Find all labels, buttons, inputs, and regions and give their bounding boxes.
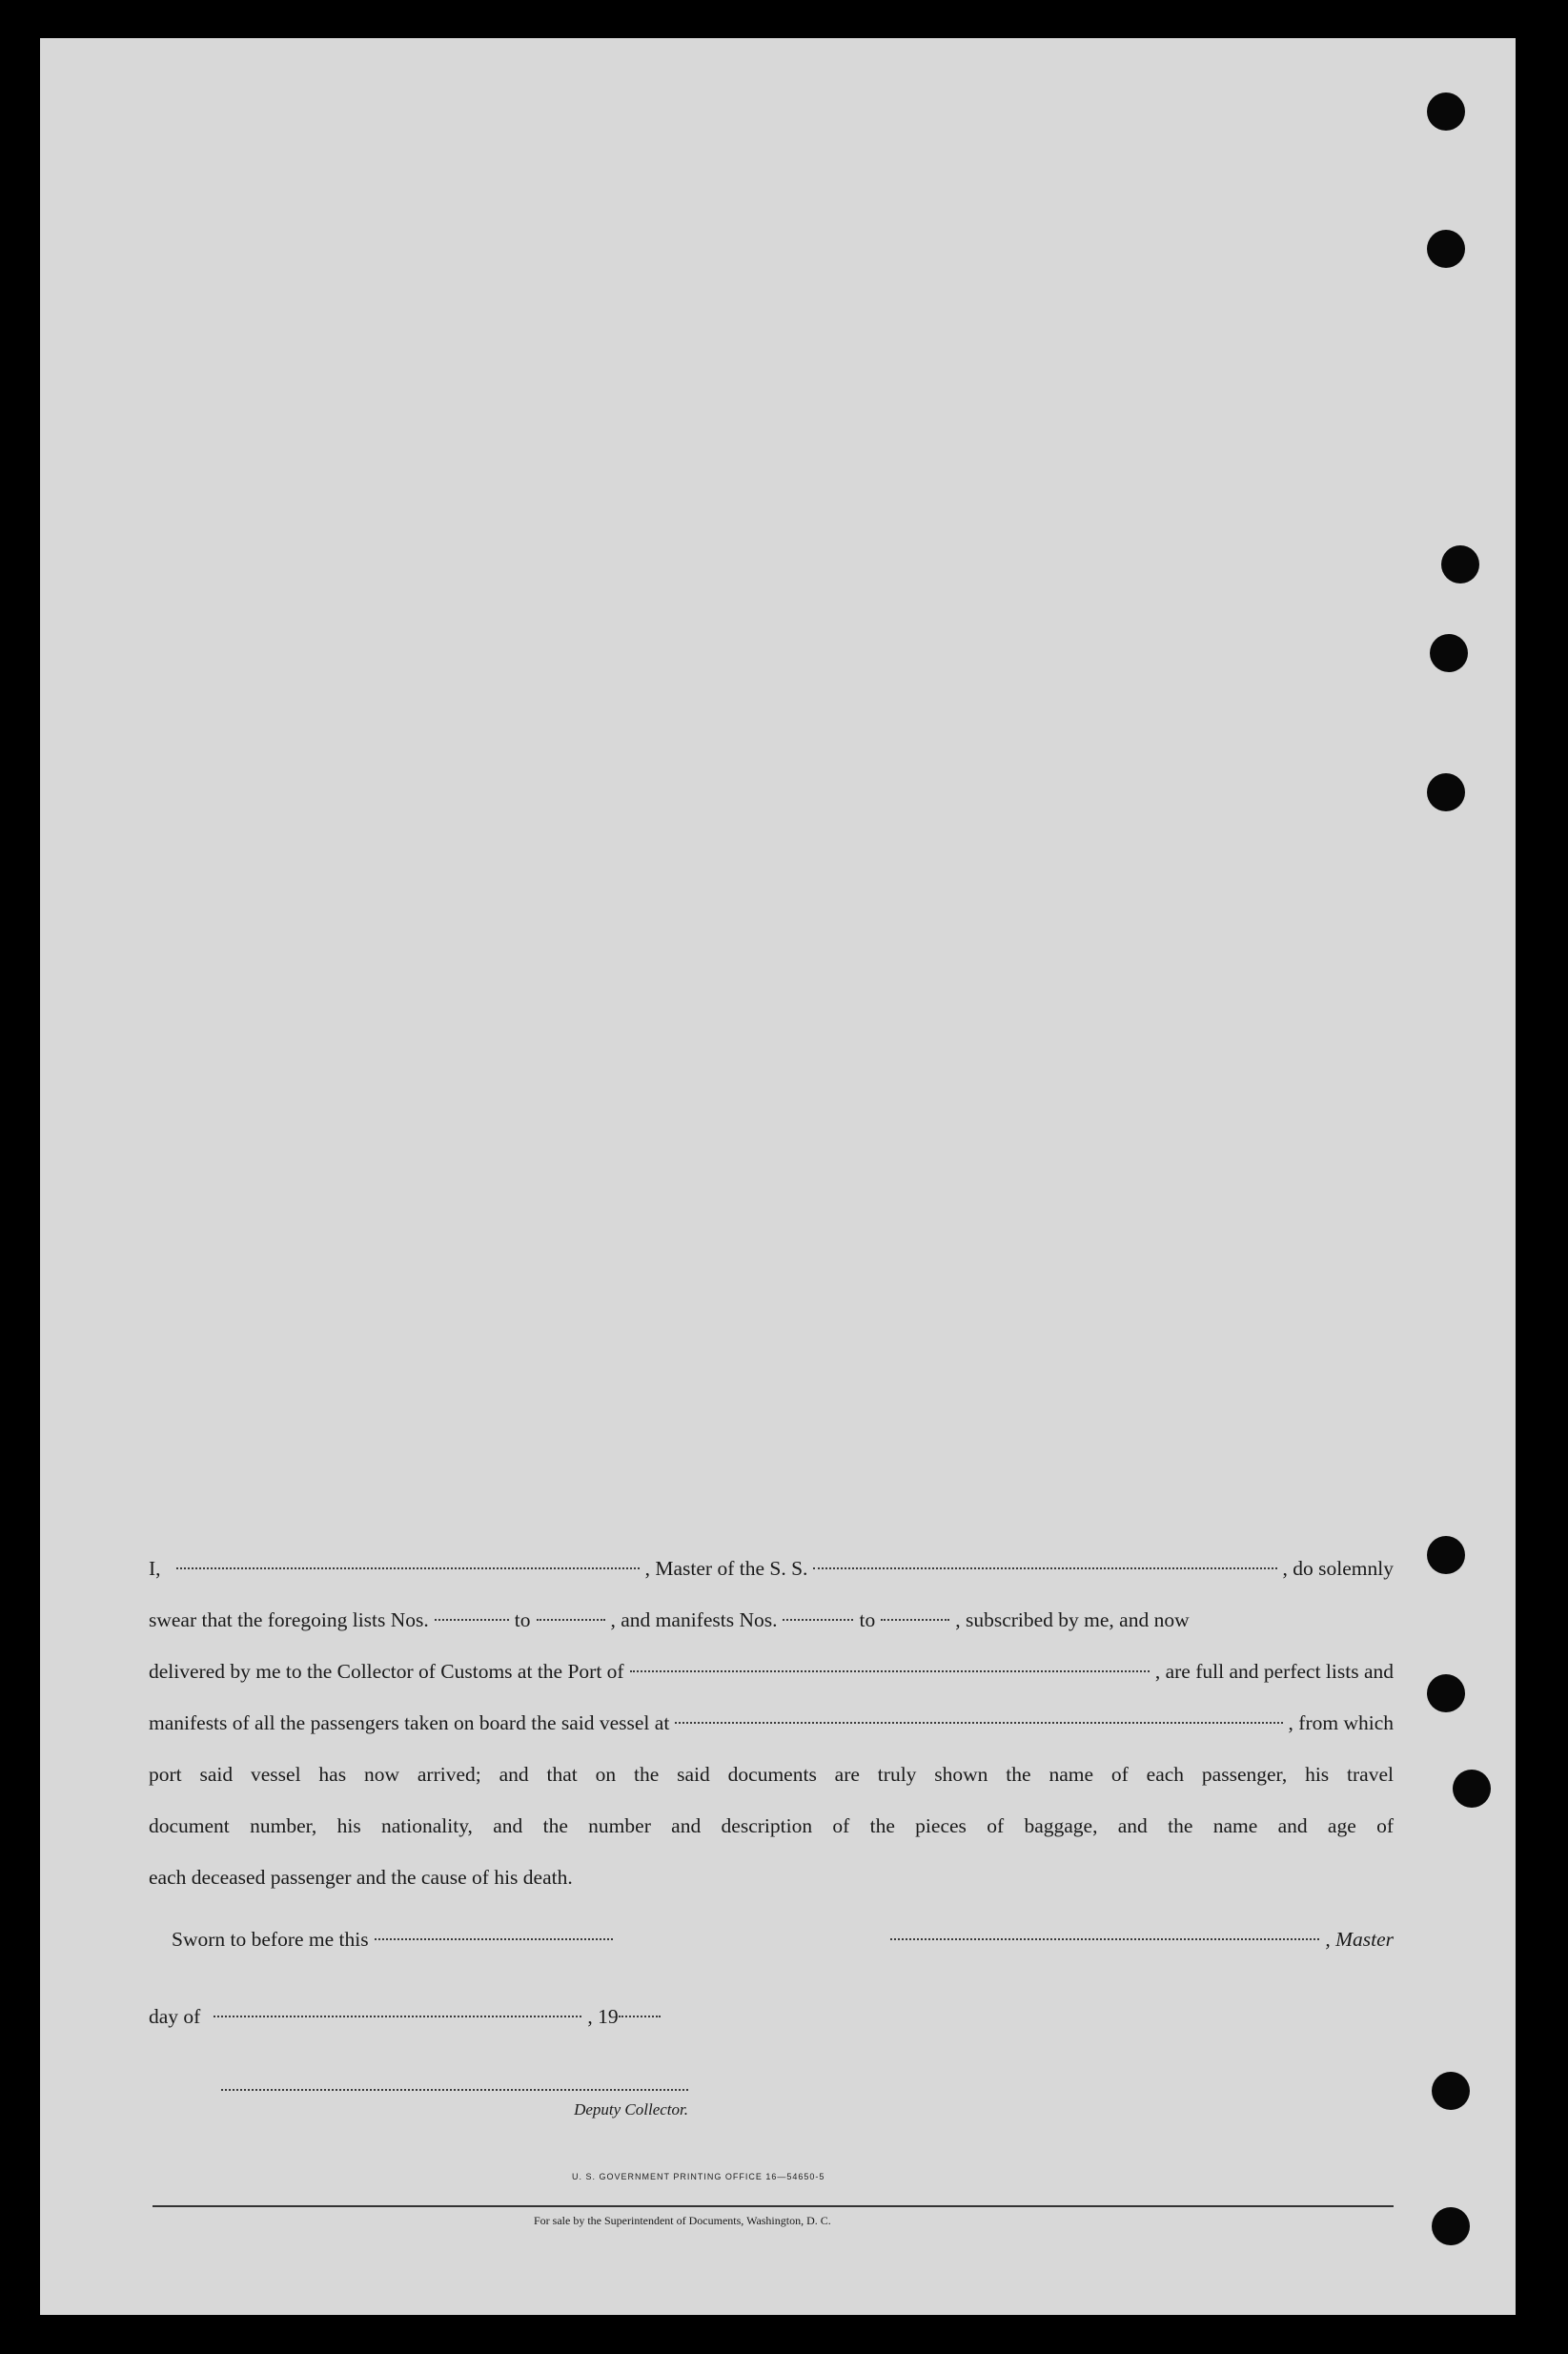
punch-hole xyxy=(1427,230,1465,268)
lists-nos-label: swear that the foregoing lists Nos. xyxy=(149,1608,429,1631)
punch-hole xyxy=(1432,2207,1470,2245)
sale-notice: For sale by the Superintendent of Documents, Washington, D. C. xyxy=(534,2214,831,2227)
deputy-collector-label: Deputy Collector. xyxy=(574,2100,688,2119)
year-label: , 19 xyxy=(587,2005,619,2028)
full-perfect-label: , are full and perfect lists and xyxy=(1154,1660,1394,1683)
sworn-line xyxy=(149,1928,1394,1952)
deputy-signature-field[interactable] xyxy=(221,2088,688,2091)
master-signature-field[interactable] xyxy=(890,1937,1319,1940)
oath-line-2 xyxy=(149,1594,1394,1646)
oath-line-7: each deceased passenger and the cause of his death. xyxy=(149,1866,573,1889)
punch-hole xyxy=(1432,2072,1470,2110)
master-oath xyxy=(149,1543,1394,1903)
from-which-label: , from which xyxy=(1288,1711,1394,1734)
departure-port-field[interactable] xyxy=(675,1721,1282,1724)
day-of-line xyxy=(149,2005,1394,2029)
oath-line-5: port said vessel has now arrived; and that on the said documents are truly shown the name of each passenger, his travel xyxy=(149,1763,1394,1786)
punch-hole xyxy=(1453,1770,1491,1808)
oath-line-4 xyxy=(149,1697,1394,1749)
punch-hole xyxy=(1427,1536,1465,1574)
lists-from-field[interactable] xyxy=(435,1618,509,1621)
lists-to-field[interactable] xyxy=(537,1618,605,1621)
lists-to-label: to xyxy=(514,1608,531,1631)
oath-line-6: document number, his nationality, and the number and description of the pieces of baggage, and the name and age of xyxy=(149,1814,1394,1837)
deputy-collector-block xyxy=(221,2088,688,2119)
master-signature-label: , Master xyxy=(1325,1928,1394,1951)
sworn-section xyxy=(149,1928,1394,2029)
do-solemnly-label: , do solemnly xyxy=(1282,1557,1394,1580)
oath-i: I, xyxy=(149,1557,161,1580)
punch-hole xyxy=(1427,773,1465,811)
vessel-name-field[interactable] xyxy=(813,1566,1276,1569)
port-of-label: delivered by me to the Collector of Customs at the Port of xyxy=(149,1660,624,1683)
master-of-ss-label: , Master of the S. S. xyxy=(644,1557,808,1580)
punch-hole xyxy=(1427,1674,1465,1712)
month-field[interactable] xyxy=(214,2015,581,2017)
oath-line-3 xyxy=(149,1646,1394,1697)
printing-office-imprint: U. S. GOVERNMENT PRINTING OFFICE 16—54650-5 xyxy=(572,2172,825,2181)
day-of-label: day of xyxy=(149,2005,201,2028)
manifests-nos-label: , and manifests Nos. xyxy=(610,1608,778,1631)
manifests-to-field[interactable] xyxy=(881,1618,949,1621)
sworn-label: Sworn to before me this xyxy=(172,1928,369,1951)
oath-line-1 xyxy=(149,1543,1394,1594)
master-name-field[interactable] xyxy=(176,1566,640,1569)
port-field[interactable] xyxy=(630,1669,1150,1672)
punch-hole xyxy=(1441,545,1479,583)
punch-hole xyxy=(1427,92,1465,131)
vessel-at-label: manifests of all the passengers taken on board the said vessel at xyxy=(149,1711,670,1734)
sworn-day-field[interactable] xyxy=(375,1937,613,1940)
footer-rule xyxy=(153,2205,1394,2207)
manifests-to-label: to xyxy=(859,1608,876,1631)
manifests-from-field[interactable] xyxy=(783,1618,853,1621)
subscribed-label: , subscribed by me, and now xyxy=(955,1608,1190,1631)
year-field[interactable] xyxy=(619,2015,661,2017)
punch-hole xyxy=(1430,634,1468,672)
